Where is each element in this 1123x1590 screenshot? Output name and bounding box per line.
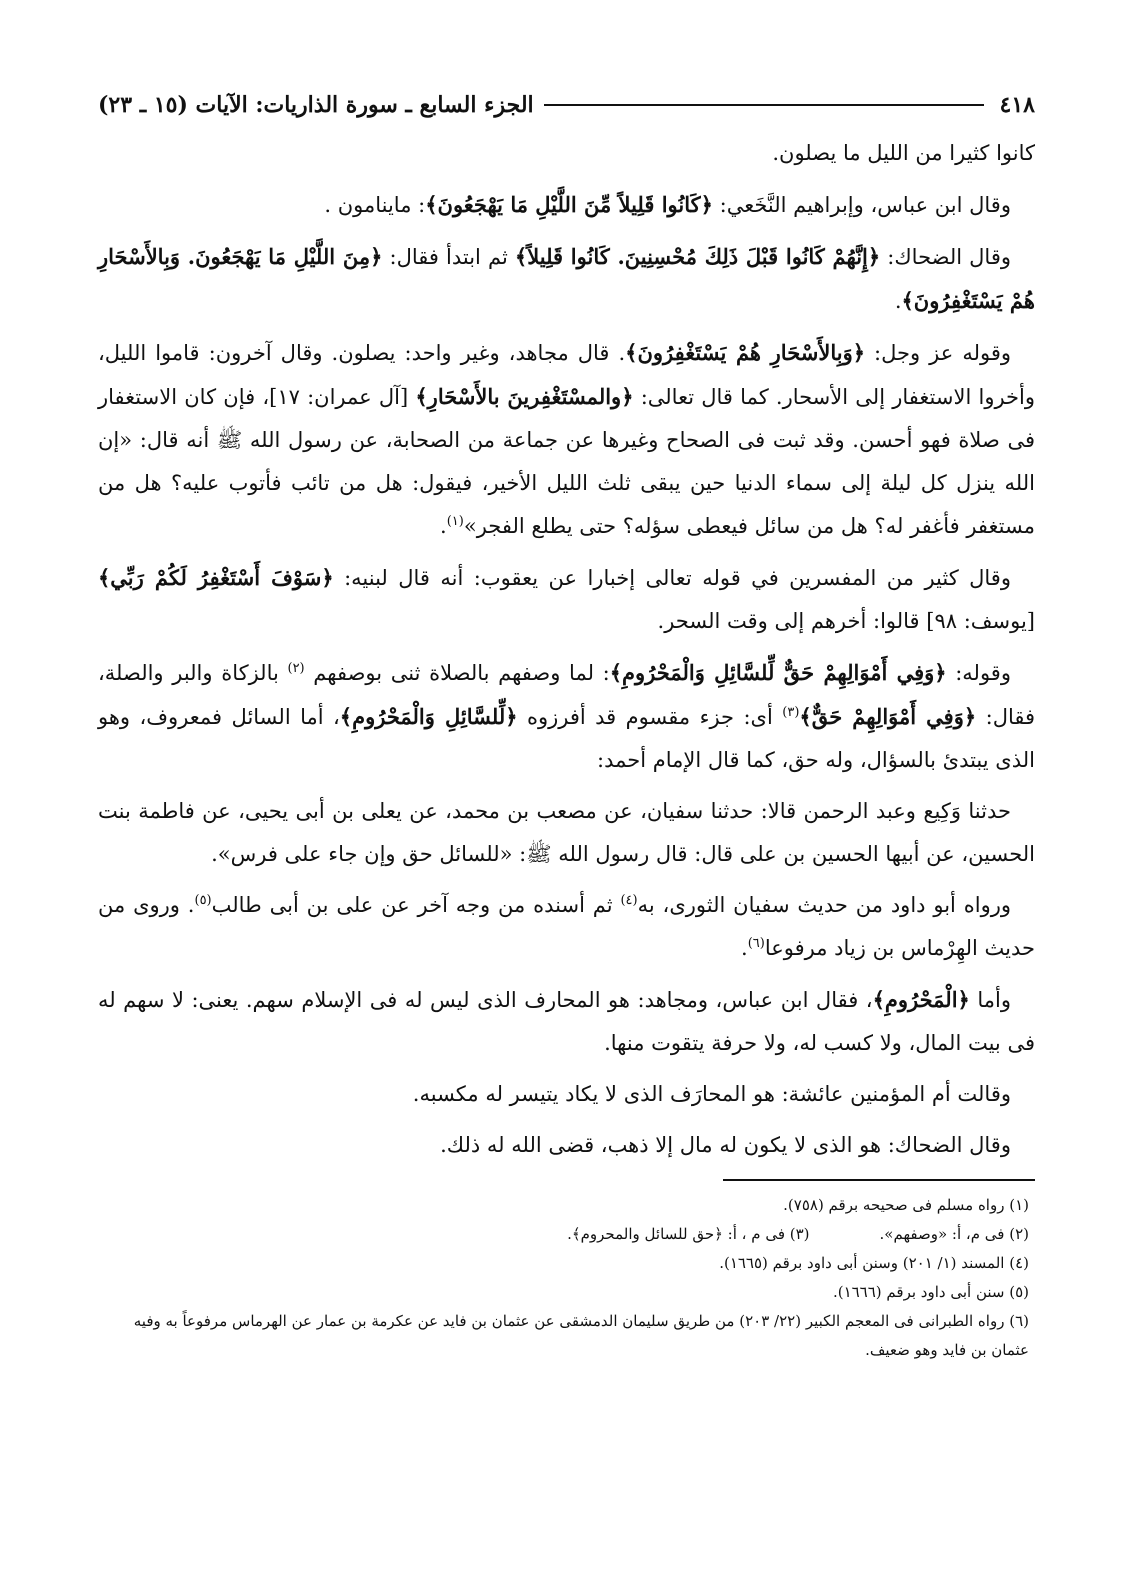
paragraph <box>98 235 1035 323</box>
paragraph <box>98 884 1035 970</box>
footnote-ref: (١) <box>446 514 464 529</box>
quran-verse: ﴿إِنَّهُمْ كَانُوا قَبْلَ ذَلِكَ مُحْسِنِينَ. كَانُوا قَلِيلاً﴾ <box>514 244 881 269</box>
page-title: الجزء السابع ـ سورة الذاريات: الآيات (١٥ ـ ٢٣) <box>98 92 534 118</box>
paragraph <box>98 790 1035 876</box>
quran-verse: ﴿والمسْتَغْفِرينَ بالأَسْحَارِ﴾ <box>415 384 634 409</box>
footnote-ref: (٣) <box>782 705 800 720</box>
text-run: ثم أسنده من وجه آخر عن على بن أبى طالب <box>211 893 621 917</box>
quran-verse: ﴿لِّلسَّائِلِ وَالْمَحْرُومِ﴾ <box>339 704 518 729</box>
text-run: بالزكاة والبر والصلة، فقال: <box>98 661 1036 729</box>
paragraph <box>98 1124 1035 1167</box>
quran-verse: ﴿سَوْفَ أَسْتَغْفِرُ لَكُمْ رَبِّي﴾ <box>98 565 334 590</box>
footnote-5: (٥) سنن أبى داود برقم (١٦٦٦). <box>832 1283 1029 1301</box>
paragraph <box>98 651 1035 782</box>
text-run: ثم ابتدأ فقال: <box>382 245 515 269</box>
text-run: وقال ابن عباس، وإبراهيم النَّخَعي: <box>712 193 1011 217</box>
paragraph <box>98 183 1035 227</box>
text-run: كانوا كثيرا من الليل ما يصلون. <box>772 141 1035 165</box>
text-run: وقال كثير من المفسرين في قوله تعالى إخبارا عن يعقوب: أنه قال لبنيه: <box>333 566 1011 590</box>
paragraph <box>98 978 1035 1065</box>
paragraph <box>98 132 1035 175</box>
quran-verse: ﴿وَفِي أَمْوَالِهِمْ حَقٌّ﴾ <box>799 704 977 729</box>
text-run: [يوسف: ٩٨] قالوا: أخرهم إلى وقت السحر. <box>657 609 1035 633</box>
text-run: حدثنا وَكِيع وعبد الرحمن قالا: حدثنا سفيان، عن مصعب بن محمد، عن يعلى بن أبى يحيى، عن فاطمة بنت الحسين، عن أبيها الحسين بن على قال: قال رسول الله ﷺ: «للسائل حق وإن جاء على فرس». <box>98 799 1035 866</box>
header-rule <box>544 104 984 106</box>
footnote-1: (١) رواه مسلم فى صحيحه برقم (٧٥٨). <box>783 1196 1029 1214</box>
quran-verse: ﴿وَبِالأَسْحَارِ هُمْ يَسْتَغْفِرُونَ﴾ <box>625 340 866 365</box>
text-run: . قال مجاهد، وغير واحد: يصلون. وقال آخرون: قاموا الليل، وأخروا الاستغفار إلى الأسحار. كما قال تعالى: <box>98 341 1035 409</box>
text-run: . <box>440 514 447 538</box>
footnote-4: (٤) المسند (١/ ٢٠١) وسنن أبى داود برقم (١٦٦٥). <box>719 1254 1029 1272</box>
quran-verse: ﴿كَانُوا قَلِيلاً مِّنَ اللَّيْلِ مَا يَهْجَعُونَ﴾ <box>425 192 713 217</box>
text-run: . <box>741 936 748 960</box>
text-run: وقال الضحاك: هو الذى لا يكون له مال إلا ذهب، قضى الله له ذلك. <box>440 1133 1011 1157</box>
text-run: . وروى من حديث الهِرْماس بن زياد مرفوعا <box>98 893 1035 960</box>
text-run: وأما <box>969 988 1011 1012</box>
main-text <box>98 132 1035 1167</box>
footnote-separator <box>723 1179 1035 1181</box>
footnote-ref: (٦) <box>747 936 765 951</box>
quran-verse: ﴿وَفِي أَمْوَالِهِمْ حَقٌّ لِّلسَّائِلِ وَالْمَحْرُومِ﴾ <box>609 660 947 685</box>
text-run: وقوله عز وجل: <box>865 341 1012 365</box>
text-run: وقوله: <box>946 661 1011 685</box>
text-run: وقالت أم المؤمنين عائشة: هو المحارَف الذى لا يكاد يتيسر له مكسبه. <box>412 1082 1011 1106</box>
footnotes <box>98 1191 1035 1365</box>
text-run: [آل عمران: ١٧]، فإن كان الاستغفار فى صلاة فهو أحسن. وقد ثبت فى الصحاح وغيرها عن جماعة من الصحابة، عن رسول الله ﷺ أنه قال: «إن الله ينزل كل ليلة إلى سماء الدنيا حين يبقى ثلث الليل الأخير، فيقول: هل من تائب فأتوب عليه؟ هل من مستغفر فأغفر له؟ هل من سائل فيعطى سؤله؟ حتى يطلع الفجر» <box>98 385 1035 538</box>
text-run: ورواه أبو داود من حديث سفيان الثورى، به <box>637 893 1012 917</box>
running-header <box>98 88 1035 122</box>
footnote-row-2-3 <box>98 1220 1035 1249</box>
footnote-2: (٢) فى م، أ: «وصفهم». <box>879 1225 1029 1243</box>
footnote-ref: (٢) <box>287 661 305 676</box>
quran-verse: ﴿الْمَحْرُومِ﴾ <box>872 987 970 1012</box>
text-run: أى: جزء مقسوم قد أفرزوه <box>517 705 783 729</box>
paragraph <box>98 1073 1035 1116</box>
text-run: . <box>894 289 902 313</box>
footnote-3: (٣) فى م ، أ: ﴿حق للسائل والمحروم﴾. <box>567 1225 810 1243</box>
text-run: ، أما السائل فمعروف، وهو الذى يبتدئ بالسؤال، وله حق، كما قال الإمام أحمد: <box>98 705 1035 772</box>
text-run: ، فقال ابن عباس، ومجاهد: هو المحارف الذى ليس له فى الإسلام سهم. يعنى: لا سهم له فى بيت المال، ولا كسب له، ولا حرفة يتقوت منها. <box>98 988 1035 1055</box>
page-number: ٤١٨ <box>999 92 1035 118</box>
quran-verse: ﴿مِنَ اللَّيْلِ مَا يَهْجَعُونَ. وَبِالأَسْحَارِ هُمْ يَسْتَغْفِرُونَ﴾ <box>98 244 1035 313</box>
text-run: : ماينامون . <box>324 193 426 217</box>
text-run: وقال الضحاك: <box>880 245 1012 269</box>
footnote-6: (٦) رواه الطبرانى فى المعجم الكبير (٢٢/ ٢٠٣) من طريق سليمان الدمشقى عن عثمان بن فايد عن عكرمة بن عمار عن الهرماس مرفوعاً به وفيه عثمان بن فايد وهو ضعيف. <box>133 1312 1029 1359</box>
paragraph <box>98 556 1035 643</box>
paragraph <box>98 331 1035 548</box>
footnote-ref: (٤) <box>620 893 638 908</box>
text-run: : لما وصفهم بالصلاة ثنى بوصفهم <box>304 661 610 685</box>
footnote-ref: (٥) <box>194 893 212 908</box>
